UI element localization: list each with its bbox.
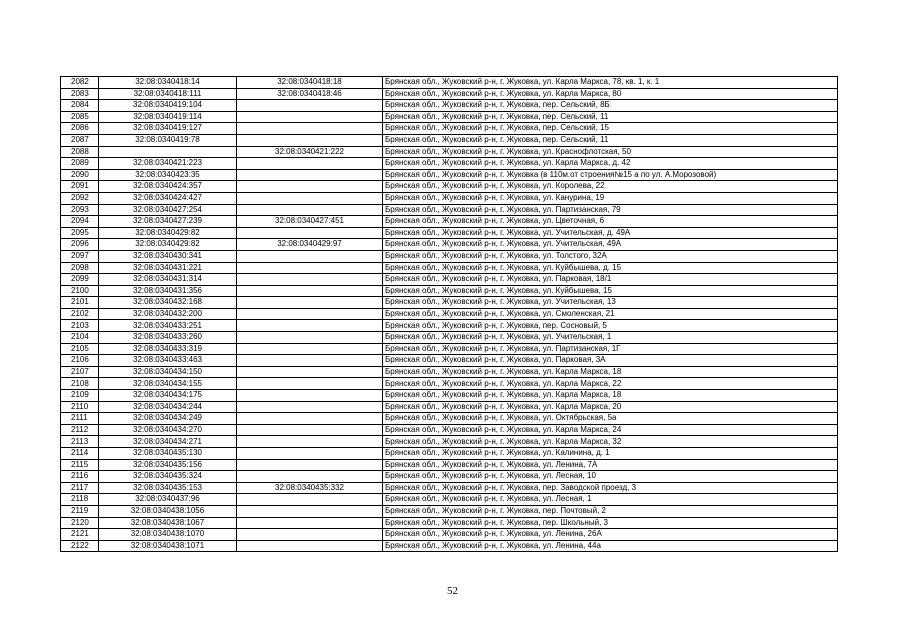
linked-cadastral-number	[237, 494, 383, 506]
table-row	[61, 181, 838, 193]
linked-cadastral-number	[237, 285, 383, 297]
address: Брянская обл., Жуковский р-н, г. Жуковка, ул. Калинина, д. 1	[383, 448, 838, 460]
linked-cadastral-number	[237, 424, 383, 436]
property-table	[60, 76, 838, 552]
linked-cadastral-number: 32:08:0340435:332	[237, 482, 383, 494]
cadastral-number: 32:08:0340429:82	[99, 227, 237, 239]
table-row	[61, 471, 838, 483]
row-number: 2112	[61, 424, 99, 436]
cadastral-number: 32:08:0340434:270	[99, 424, 237, 436]
address: Брянская обл., Жуковский р-н, г. Жуковка, пер. Сосновый, 5	[383, 320, 838, 332]
address: Брянская обл., Жуковский р-н, г. Жуковка, ул. Цветочная, 6	[383, 216, 838, 228]
linked-cadastral-number	[237, 343, 383, 355]
address: Брянская обл., Жуковский р-н, г. Жуковка, пер. Сельский, 11	[383, 111, 838, 123]
table-row	[61, 88, 838, 100]
row-number: 2092	[61, 192, 99, 204]
linked-cadastral-number: 32:08:0340421:222	[237, 146, 383, 158]
address: Брянская обл., Жуковский р-н, г. Жуковка, ул. Лесная, 10	[383, 471, 838, 483]
linked-cadastral-number	[237, 297, 383, 309]
address: Брянская обл., Жуковский р-н, г. Жуковка, пер. Сельский, 11	[383, 134, 838, 146]
linked-cadastral-number	[237, 250, 383, 262]
linked-cadastral-number: 32:08:0340427:451	[237, 216, 383, 228]
cadastral-number: 32:08:0340434:249	[99, 413, 237, 425]
row-number: 2099	[61, 274, 99, 286]
linked-cadastral-number	[237, 192, 383, 204]
cadastral-number: 32:08:0340429:82	[99, 239, 237, 251]
linked-cadastral-number	[237, 471, 383, 483]
table-row	[61, 378, 838, 390]
cadastral-number: 32:08:0340433:260	[99, 332, 237, 344]
address: Брянская обл., Жуковский р-н, г. Жуковка, ул. Краснофлотская, 50	[383, 146, 838, 158]
row-number: 2121	[61, 529, 99, 541]
address: Брянская обл., Жуковский р-н, г. Жуковка, ул. Учительская, 1	[383, 332, 838, 344]
cadastral-number: 32:08:0340431:356	[99, 285, 237, 297]
table-row	[61, 111, 838, 123]
linked-cadastral-number	[237, 158, 383, 170]
table-row	[61, 494, 838, 506]
row-number: 2102	[61, 308, 99, 320]
address: Брянская обл., Жуковский р-н, г. Жуковка, ул. Карла Маркса, 24	[383, 424, 838, 436]
address: Брянская обл., Жуковский р-н, г. Жуковка, ул. Партизанская, 1Г	[383, 343, 838, 355]
linked-cadastral-number	[237, 308, 383, 320]
row-number: 2095	[61, 227, 99, 239]
row-number: 2117	[61, 482, 99, 494]
table-row	[61, 355, 838, 367]
row-number: 2122	[61, 540, 99, 552]
address: Брянская обл., Жуковский р-н, г. Жуковка, ул. Смоленская, 21	[383, 308, 838, 320]
cadastral-number: 32:08:0340433:319	[99, 343, 237, 355]
address: Брянская обл., Жуковский р-н, г. Жуковка, пер. Школьный, 3	[383, 517, 838, 529]
address: Брянская обл., Жуковский р-н, г. Жуковка, ул. Карла Маркса, 18	[383, 390, 838, 402]
cadastral-number: 32:08:0340418:111	[99, 88, 237, 100]
cadastral-number: 32:08:0340431:221	[99, 262, 237, 274]
row-number: 2118	[61, 494, 99, 506]
table-row	[61, 401, 838, 413]
row-number: 2109	[61, 390, 99, 402]
row-number: 2087	[61, 134, 99, 146]
address: Брянская обл., Жуковский р-н, г. Жуковка, ул. Карла Маркса, 18	[383, 366, 838, 378]
cadastral-number: 32:08:0340431:314	[99, 274, 237, 286]
table-row	[61, 529, 838, 541]
linked-cadastral-number	[237, 169, 383, 181]
property-table-body	[61, 77, 838, 552]
row-number: 2101	[61, 297, 99, 309]
cadastral-number: 32:08:0340438:1070	[99, 529, 237, 541]
address: Брянская обл., Жуковский р-н, г. Жуковка, ул. Ленина, 7А	[383, 459, 838, 471]
cadastral-number: 32:08:0340419:114	[99, 111, 237, 123]
cadastral-number: 32:08:0340423:35	[99, 169, 237, 181]
linked-cadastral-number	[237, 100, 383, 112]
row-number: 2094	[61, 216, 99, 228]
row-number: 2120	[61, 517, 99, 529]
row-number: 2082	[61, 77, 99, 89]
linked-cadastral-number	[237, 320, 383, 332]
row-number: 2083	[61, 88, 99, 100]
address: Брянская обл., Жуковский р-н, г. Жуковка, ул. Ленина, 26А	[383, 529, 838, 541]
address: Брянская обл., Жуковский р-н, г. Жуковка, ул. Куйбышева, д. 15	[383, 262, 838, 274]
row-number: 2119	[61, 505, 99, 517]
row-number: 2115	[61, 459, 99, 471]
linked-cadastral-number	[237, 436, 383, 448]
cadastral-number: 32:08:0340419:78	[99, 134, 237, 146]
table-row	[61, 448, 838, 460]
cadastral-number: 32:08:0340435:153	[99, 482, 237, 494]
row-number: 2107	[61, 366, 99, 378]
row-number: 2097	[61, 250, 99, 262]
address: Брянская обл., Жуковский р-н, г. Жуковка, пер. Сельский, 15	[383, 123, 838, 135]
linked-cadastral-number	[237, 413, 383, 425]
cadastral-number: 32:08:0340438:1056	[99, 505, 237, 517]
row-number: 2110	[61, 401, 99, 413]
table-row	[61, 424, 838, 436]
linked-cadastral-number	[237, 355, 383, 367]
address: Брянская обл., Жуковский р-н, г. Жуковка, ул. Парковая, 3А	[383, 355, 838, 367]
address: Брянская обл., Жуковский р-н, г. Жуковка, пер. Сельский, 8Б	[383, 100, 838, 112]
row-number: 2108	[61, 378, 99, 390]
table-row	[61, 123, 838, 135]
table-row	[61, 320, 838, 332]
table-row	[61, 204, 838, 216]
cadastral-number: 32:08:0340435:324	[99, 471, 237, 483]
table-row	[61, 390, 838, 402]
linked-cadastral-number	[237, 181, 383, 193]
cadastral-number: 32:08:0340434:175	[99, 390, 237, 402]
table-row	[61, 343, 838, 355]
table-row	[61, 297, 838, 309]
table-row	[61, 262, 838, 274]
row-number: 2086	[61, 123, 99, 135]
row-number: 2088	[61, 146, 99, 158]
linked-cadastral-number	[237, 390, 383, 402]
table-row	[61, 274, 838, 286]
address: Брянская обл., Жуковский р-н, г. Жуковка, ул. Куйбышева, 15	[383, 285, 838, 297]
address: Брянская обл., Жуковский р-н, г. Жуковка, ул. Учительская, 49А	[383, 239, 838, 251]
table-row	[61, 482, 838, 494]
address: Брянская обл., Жуковский р-н, г. Жуковка, ул. Парковая, 18/1	[383, 274, 838, 286]
address: Брянская обл., Жуковский р-н, г. Жуковка, ул. Карла Маркса, 22	[383, 378, 838, 390]
row-number: 2106	[61, 355, 99, 367]
cadastral-number: 32:08:0340438:1067	[99, 517, 237, 529]
row-number: 2084	[61, 100, 99, 112]
row-number: 2093	[61, 204, 99, 216]
cadastral-number: 32:08:0340434:155	[99, 378, 237, 390]
cadastral-number: 32:08:0340432:200	[99, 308, 237, 320]
address: Брянская обл., Жуковский р-н, г. Жуковка, ул. Карла Маркса, 80	[383, 88, 838, 100]
row-number: 2111	[61, 413, 99, 425]
cadastral-number: 32:08:0340427:239	[99, 216, 237, 228]
row-number: 2113	[61, 436, 99, 448]
row-number: 2090	[61, 169, 99, 181]
cadastral-number: 32:08:0340434:244	[99, 401, 237, 413]
cadastral-number: 32:08:0340437:96	[99, 494, 237, 506]
linked-cadastral-number	[237, 448, 383, 460]
row-number: 2089	[61, 158, 99, 170]
table-row	[61, 413, 838, 425]
address: Брянская обл., Жуковский р-н, г. Жуковка, ул. Карла Маркса, 78, кв. 1, к. 1	[383, 77, 838, 89]
address: Брянская обл., Жуковский р-н, г. Жуковка, ул. Учительская, д. 49А	[383, 227, 838, 239]
cadastral-number: 32:08:0340433:251	[99, 320, 237, 332]
cadastral-number: 32:08:0340434:150	[99, 366, 237, 378]
row-number: 2114	[61, 448, 99, 460]
table-row	[61, 308, 838, 320]
table-row	[61, 239, 838, 251]
address: Брянская обл., Жуковский р-н, г. Жуковка, ул. Королева, 22	[383, 181, 838, 193]
linked-cadastral-number	[237, 378, 383, 390]
address: Брянская обл., Жуковский р-н, г. Жуковка, ул. Карла Маркса, 32	[383, 436, 838, 448]
row-number: 2100	[61, 285, 99, 297]
linked-cadastral-number	[237, 134, 383, 146]
address: Брянская обл., Жуковский р-н, г. Жуковка, ул. Октябрьская, 5а	[383, 413, 838, 425]
table-row	[61, 436, 838, 448]
cadastral-number: 32:08:0340424:357	[99, 181, 237, 193]
table-row	[61, 146, 838, 158]
row-number: 2096	[61, 239, 99, 251]
linked-cadastral-number	[237, 505, 383, 517]
address: Брянская обл., Жуковский р-н, г. Жуковка, ул. Карла Маркса, д. 42	[383, 158, 838, 170]
cadastral-number: 32:08:0340433:463	[99, 355, 237, 367]
linked-cadastral-number	[237, 529, 383, 541]
table-row	[61, 100, 838, 112]
row-number: 2105	[61, 343, 99, 355]
linked-cadastral-number	[237, 227, 383, 239]
cadastral-number: 32:08:0340419:127	[99, 123, 237, 135]
page-number: 52	[447, 585, 458, 597]
row-number: 2103	[61, 320, 99, 332]
address: Брянская обл., Жуковский р-н, г. Жуковка, пер. Почтовый, 2	[383, 505, 838, 517]
cadastral-number: 32:08:0340438:1071	[99, 540, 237, 552]
linked-cadastral-number	[237, 459, 383, 471]
table-row	[61, 332, 838, 344]
address: Брянская обл., Жуковский р-н, г. Жуковка, ул. Ленина, 44а	[383, 540, 838, 552]
cadastral-number: 32:08:0340419:104	[99, 100, 237, 112]
table-row	[61, 505, 838, 517]
cadastral-number: 32:08:0340432:168	[99, 297, 237, 309]
row-number: 2116	[61, 471, 99, 483]
linked-cadastral-number	[237, 540, 383, 552]
cadastral-number: 32:08:0340421:223	[99, 158, 237, 170]
table-row	[61, 459, 838, 471]
table-row	[61, 77, 838, 89]
table-row	[61, 169, 838, 181]
address: Брянская обл., Жуковский р-н, г. Жуковка, ул. Партизанская, 79	[383, 204, 838, 216]
address: Брянская обл., Жуковский р-н, г. Жуковка, ул. Учительская, 13	[383, 297, 838, 309]
address: Брянская обл., Жуковский р-н, г. Жуковка, пер. Заводской проезд, 3	[383, 482, 838, 494]
linked-cadastral-number	[237, 111, 383, 123]
linked-cadastral-number: 32:08:0340429:97	[237, 239, 383, 251]
row-number: 2104	[61, 332, 99, 344]
table-row	[61, 250, 838, 262]
cadastral-number	[99, 146, 237, 158]
table-row	[61, 540, 838, 552]
cadastral-number: 32:08:0340418:14	[99, 77, 237, 89]
cadastral-number: 32:08:0340434:271	[99, 436, 237, 448]
cadastral-number: 32:08:0340435:156	[99, 459, 237, 471]
cadastral-number: 32:08:0340424:427	[99, 192, 237, 204]
address: Брянская обл., Жуковский р-н, г. Жуковка, ул. Лесная, 1	[383, 494, 838, 506]
linked-cadastral-number: 32:08:0340418:18	[237, 77, 383, 89]
table-row	[61, 158, 838, 170]
row-number: 2091	[61, 181, 99, 193]
linked-cadastral-number	[237, 204, 383, 216]
table-row	[61, 216, 838, 228]
table-row	[61, 285, 838, 297]
linked-cadastral-number	[237, 123, 383, 135]
table-row	[61, 192, 838, 204]
address: Брянская обл., Жуковский р-н, г. Жуковка, ул. Карла Маркса, 20	[383, 401, 838, 413]
linked-cadastral-number	[237, 366, 383, 378]
address: Брянская обл., Жуковский р-н, г. Жуковка, ул. Канурина, 19	[383, 192, 838, 204]
table-row	[61, 227, 838, 239]
table-row	[61, 517, 838, 529]
row-number: 2085	[61, 111, 99, 123]
linked-cadastral-number: 32:08:0340418:46	[237, 88, 383, 100]
cadastral-number: 32:08:0340430:341	[99, 250, 237, 262]
table-row	[61, 134, 838, 146]
table-row	[61, 366, 838, 378]
cadastral-number: 32:08:0340435:130	[99, 448, 237, 460]
linked-cadastral-number	[237, 332, 383, 344]
linked-cadastral-number	[237, 517, 383, 529]
address: Брянская обл., Жуковский р-н, г. Жуковка, ул. Толстого, 32А	[383, 250, 838, 262]
address: Брянская обл., Жуковский р-н, г. Жуковка (в 110м.от строения№15 а по ул. А.Морозовой)	[383, 169, 838, 181]
linked-cadastral-number	[237, 262, 383, 274]
row-number: 2098	[61, 262, 99, 274]
cadastral-number: 32:08:0340427:254	[99, 204, 237, 216]
linked-cadastral-number	[237, 401, 383, 413]
linked-cadastral-number	[237, 274, 383, 286]
